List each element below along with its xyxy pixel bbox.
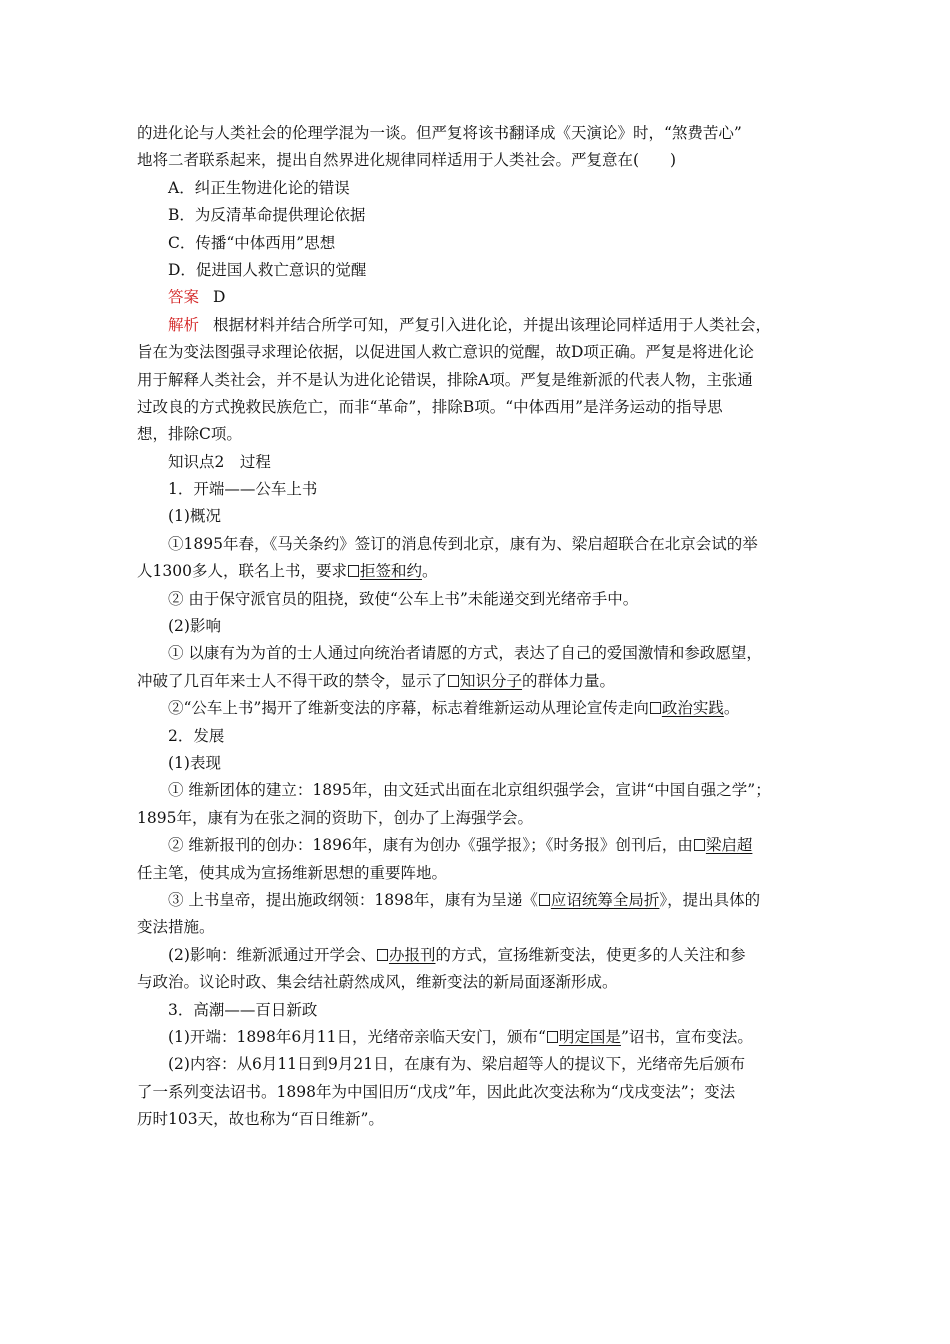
- option-c: C．传播“中体西用”思想: [168, 233, 336, 252]
- text-span: 的群体力量。: [522, 671, 616, 690]
- text-span: 的方式，宣扬维新变法，使更多的人关注和参: [435, 945, 746, 964]
- analysis-line: 用于解释人类社会，并不是认为进化论错误，排除A项。严复是维新派的代表人物，主张通: [137, 370, 753, 389]
- paragraph-line: [137, 832, 817, 859]
- analysis-text: 根据材料并结合所学可知，严复引入进化论，并提出该理论同样适用于人类社会，: [213, 315, 772, 334]
- fill-in-answer: 明定国是: [558, 1027, 621, 1046]
- paragraph-line: ①1895年春，《马关条约》签订的消息传到北京，康有为、梁启超联合在北京会试的举: [168, 534, 758, 553]
- paragraph-line: ② 由于保守派官员的阻挠，致使“公车上书”未能递交到光绪帝手中。: [168, 589, 639, 608]
- fill-in-answer: 办报刊: [388, 945, 436, 964]
- subsection-heading: (2)影响: [168, 617, 221, 636]
- checkbox-square-icon: [650, 702, 661, 714]
- paragraph-line: 变法措施。: [137, 918, 215, 937]
- fill-in-answer: 政治实践: [661, 699, 724, 718]
- option-d: D．促进国人救亡意识的觉醒: [168, 260, 367, 279]
- fill-in-answer: 梁启超: [705, 836, 753, 855]
- fill-in-answer: 知识分子: [460, 671, 523, 690]
- paragraph-line: ① 以康有为为首的士人通过向统治者请愿的方式，表达了自己的爱国激情和参政愿望，: [168, 644, 762, 663]
- answer-label: 答案: [168, 288, 200, 307]
- question-text-line: 的进化论与人类社会的伦理学混为一谈。但严复将该书翻译成《天演论》时，“煞费苦心”: [137, 124, 742, 142]
- text-span: ②“公车上书”揭开了维新变法的序幕，标志着维新运动从理论宣传走向: [168, 699, 649, 718]
- subsection-heading: 3．高潮——百日新政: [168, 1000, 318, 1019]
- paragraph-line: [137, 695, 817, 722]
- checkbox-square-icon: [348, 565, 359, 577]
- paragraph-line: [137, 887, 817, 914]
- text-span: 。: [723, 699, 740, 718]
- paragraph-line: [137, 942, 817, 969]
- paragraph-line: ① 维新团体的建立：1895年，由文廷式出面在北京组织强学会，宣讲“中国自强之学”；: [168, 781, 771, 800]
- analysis-line: 想，排除C项。: [137, 425, 242, 444]
- paragraph-line: [137, 1024, 817, 1051]
- text-span: ”诏书，宣布变法。: [620, 1027, 753, 1046]
- paragraph-line: [137, 668, 817, 695]
- subsection-heading: 1．开端——公车上书: [168, 480, 318, 499]
- analysis-line: 过改良的方式挽救民族危亡，而非“革命”，排除B项。“中体西用”是洋务运动的指导思: [137, 397, 723, 416]
- text-span: 。: [421, 562, 438, 581]
- subsection-heading: (1)表现: [168, 753, 221, 772]
- option-a: A．纠正生物进化论的错误: [168, 178, 350, 197]
- checkbox-square-icon: [547, 1031, 558, 1043]
- checkbox-square-icon: [448, 675, 459, 687]
- analysis-label: 解析: [168, 315, 200, 334]
- text-span: 》，提出具体的: [659, 890, 761, 909]
- checkbox-square-icon: [694, 839, 705, 851]
- fill-in-answer: 应诏统筹全局折: [550, 890, 660, 909]
- paragraph-line: 1895年，康有为在张之洞的资助下，创办了上海强学会。: [137, 808, 533, 827]
- paragraph-line: 任主笔，使其成为宣扬维新思想的重要阵地。: [137, 863, 448, 882]
- text-span: ③ 上书皇帝，提出施政纲领：1898年，康有为呈递《: [168, 890, 538, 909]
- paragraph-line: 与政治。议论时政、集会结社蔚然成风，维新变法的新局面逐渐形成。: [137, 973, 618, 992]
- checkbox-square-icon: [377, 949, 388, 961]
- subsection-heading: (1)概况: [168, 507, 221, 526]
- text-span: (1)开端：1898年6月11日，光绪帝亲临天安门，颁布“: [168, 1027, 546, 1046]
- text-span: 冲破了几百年来士人不得干政的禁令，显示了: [137, 671, 448, 690]
- option-b: B．为反清革命提供理论依据: [168, 206, 366, 225]
- analysis-line: 旨在为变法图强寻求理论依据，以促进国人救亡意识的觉醒，故D项正确。严复是将进化论: [137, 343, 754, 362]
- answer-line: [137, 284, 817, 311]
- text-span: 人1300多人，联名上书，要求: [137, 562, 347, 581]
- analysis-line: [137, 312, 817, 339]
- paragraph-line: 了一系列变法诏书。1898年为中国旧历“戊戌”年，因此此次变法称为“戊戌变法”；变法: [137, 1082, 736, 1101]
- paragraph-line: 历时103天，故也称为“百日维新”。: [137, 1110, 384, 1129]
- paragraph-line: (2)内容：从6月11日到9月21日，在康有为、梁启超等人的提议下，光绪帝先后颁布: [168, 1055, 746, 1074]
- checkbox-square-icon: [539, 894, 550, 906]
- text-span: ② 维新报刊的创办：1896年，康有为创办《强学报》；《时务报》创刊后，由: [168, 836, 693, 855]
- answer-value: D: [213, 288, 226, 307]
- section-heading: 知识点2 过程: [168, 452, 271, 471]
- document-body: [137, 120, 817, 1133]
- fill-in-answer: 拒签和约: [359, 562, 422, 581]
- question-text-line: 地将二者联系起来，提出自然界进化规律同样适用于人类社会。严复意在( ): [137, 151, 677, 170]
- text-span: (2)影响：维新派通过开学会、: [168, 945, 376, 964]
- subsection-heading: 2．发展: [168, 726, 225, 745]
- paragraph-line: [137, 558, 817, 585]
